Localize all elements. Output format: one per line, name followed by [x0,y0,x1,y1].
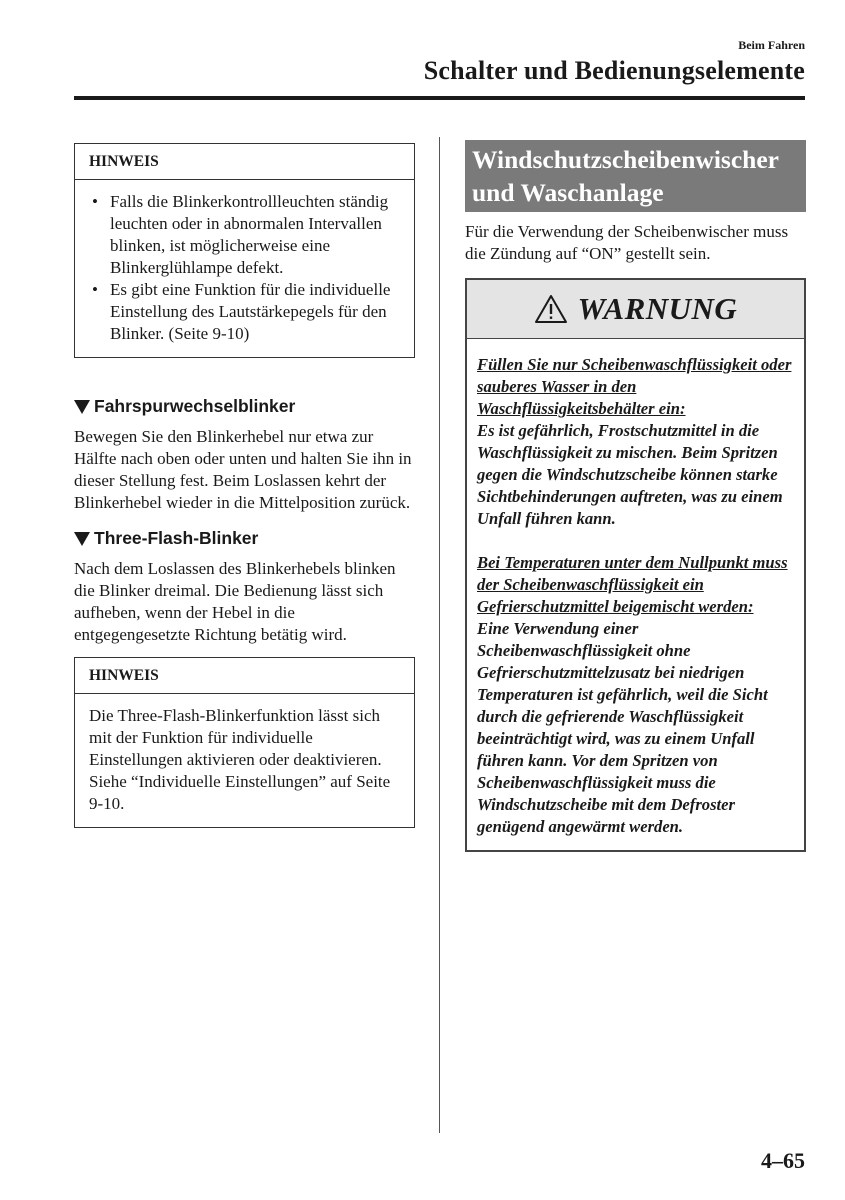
spacer [477,530,796,552]
note-box-1 [74,143,415,358]
warning-triangle-icon [534,294,568,324]
bullet-dot-icon: • [92,192,98,211]
triangle-marker-icon [74,532,90,546]
warning-text: Es ist gefährlich, Frostschutzmittel in die Waschflüssigkeit zu mischen. Beim Spritzen gegen die Windschutzscheibe können starke Sichtbehinderungen auftreten, was zu einem Unfall führen kann. [477,421,783,528]
note-bullet [89,191,402,279]
warning-heading: Bei Temperaturen unter dem Nullpunkt muss der Scheibenwaschflüssigkeit ein Gefrierschutzmittel beigemischt werden: [477,553,788,616]
section-heading-three-flash [74,528,415,549]
note-bullet [89,279,402,345]
section-heading-lane-change [74,396,415,417]
note-bullet-text: Falls die Blinkerkontrollleuchten ständig leuchten oder in abnormalen Intervallen blinken, ist möglicherweise eine Blinkerglühlampe defekt. [110,192,389,277]
warning-body [467,339,804,850]
note-title: HINWEIS [75,658,414,694]
warning-label: WARNUNG [577,291,738,326]
page-number: 4–65 [761,1148,805,1173]
page-title: Schalter und Bedienungselemente [423,56,805,85]
note-text: Die Three-Flash-Blinkerfunktion lässt sich mit der Funktion für individuelle Einstellungen aktivieren oder deaktivieren. [89,706,382,769]
note-text: Siehe “Individuelle Einstellungen” auf Seite 9-10. [89,772,391,813]
warning-header [467,280,804,339]
warning-text: Eine Verwendung einer Scheibenwaschflüssigkeit ohne Gefrierschutzmittelzusatz bei niedrigen Temperaturen ist gefährlich, weil die Sicht durch die gefrierende Waschflüssigkeit beeinträchtigt wird, was zu einem Unfall führen kann. Vor dem Spritzen von Scheibenwaschflüssigkeit muss die Windschutzscheibe mit dem Defroster genügend angewärmt werden. [477,619,768,836]
note-title: HINWEIS [75,144,414,180]
header-rule [74,96,805,100]
topic-title-band: Windschutzscheibenwischer und Waschanlage [465,140,806,212]
section-body-lane-change: Bewegen Sie den Blinkerhebel nur etwa zur Hälfte nach oben oder unten und halten Sie ihn in dieser Stellung fest. Beim Loslassen kehrt der Blinkerhebel wieder in die Mittelposition zurück. [74,427,412,512]
bullet-dot-icon: • [92,280,98,299]
section-heading-text: Three-Flash-Blinker [94,528,259,548]
warning-heading: Füllen Sie nur Scheibenwaschflüssigkeit oder sauberes Wasser in den Waschflüssigkeitsbehälter ein: [477,355,792,418]
left-column [74,143,415,828]
warning-box [465,278,806,852]
note-body [75,694,414,827]
section-heading-text: Fahrspurwechselblinker [94,396,296,416]
section-body-three-flash: Nach dem Loslassen des Blinkerhebels blinken die Blinker dreimal. Die Bedienung lässt sich aufheben, wenn der Hebel in die entgegengesetzte Richtung betätig wird. [74,559,396,644]
note-body [75,180,414,357]
intro-text: Für die Verwendung der Scheibenwischer muss die Zündung auf “ON” gestellt sein. [465,222,789,263]
column-divider [439,137,440,1133]
note-bullet-text: Es gibt eine Funktion für die individuelle Einstellung des Lautstärkepegels für den Blinker. (Seite 9-10) [110,280,391,343]
header-section: Beim Fahren [738,38,805,52]
triangle-marker-icon [74,400,90,414]
right-column [465,140,806,852]
note-box-2 [74,657,415,828]
